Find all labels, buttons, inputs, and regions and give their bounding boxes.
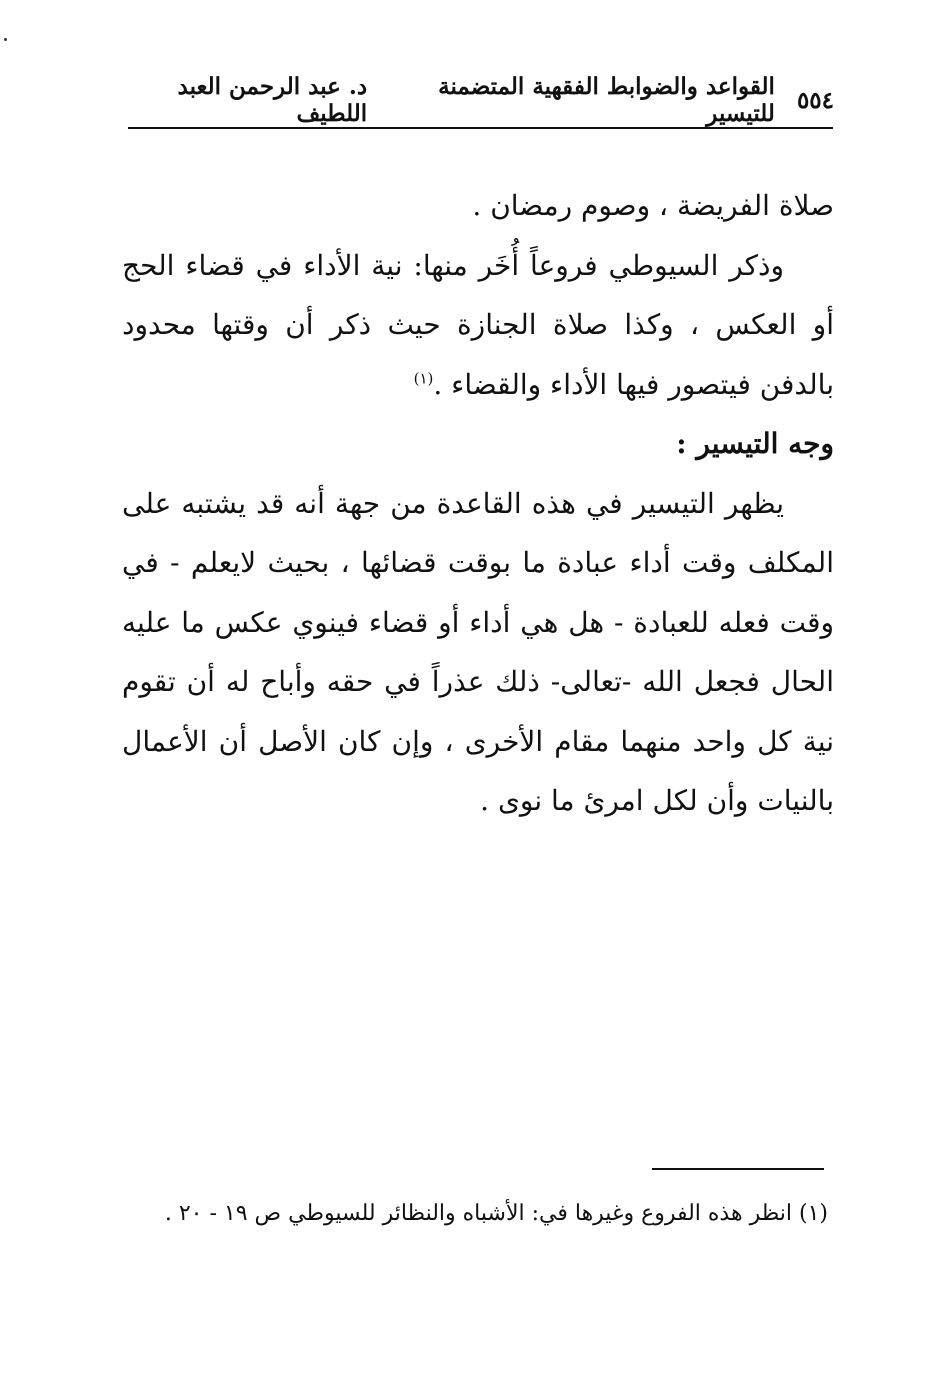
- paragraph-3: يظهر التيسير في هذه القاعدة من جهة أنه قد يشتبه على المكلف وقت أداء عبادة ما بوقت قضائها ، بحيث لايعلم - في وقت فعله للعبادة - هل هي أداء أو قضاء فينوي عكس ما عليه الحال فجعل الله -تعالى- ذلك عذراً في حقه وأباح له أن تقوم نية كل واحد منهما مقام الأخرى ، وإن كان الأصل أن الأعمال بالنيات وأن لكل امرئ ما نوى .: [122, 486, 834, 817]
- page-number: ٥٥٤: [796, 86, 834, 114]
- paragraph-1: صلاة الفريضة ، وصوم رمضان .: [472, 189, 834, 222]
- section-heading: وجه التيسير :: [676, 427, 834, 460]
- header-divider: [128, 127, 833, 129]
- scan-speck: [4, 38, 7, 41]
- footnote: (١) انظر هذه الفروع وغيرها في: الأشباه والنظائر للسيوطي ص ١٩ - ٢٠ .: [164, 1201, 828, 1226]
- footnote-reference: (١): [413, 369, 434, 388]
- footnote-divider: [652, 1168, 824, 1170]
- book-title: القواعد والضوابط الفقهية المتضمنة للتيسير: [438, 73, 775, 127]
- running-header: [122, 73, 834, 127]
- paragraph-2: [122, 236, 834, 415]
- main-text: [122, 176, 834, 831]
- author-name: د. عبد الرحمن العبد اللطيف: [177, 73, 368, 127]
- paragraph-2-text: وذكر السيوطي فروعاً أُخَر منها: نية الأداء في قضاء الحج أو العكس ، وكذا صلاة الجنازة حيث ذكر أن وقتها محدود بالدفن فيتصور فيها الأداء والقضاء .: [122, 248, 834, 401]
